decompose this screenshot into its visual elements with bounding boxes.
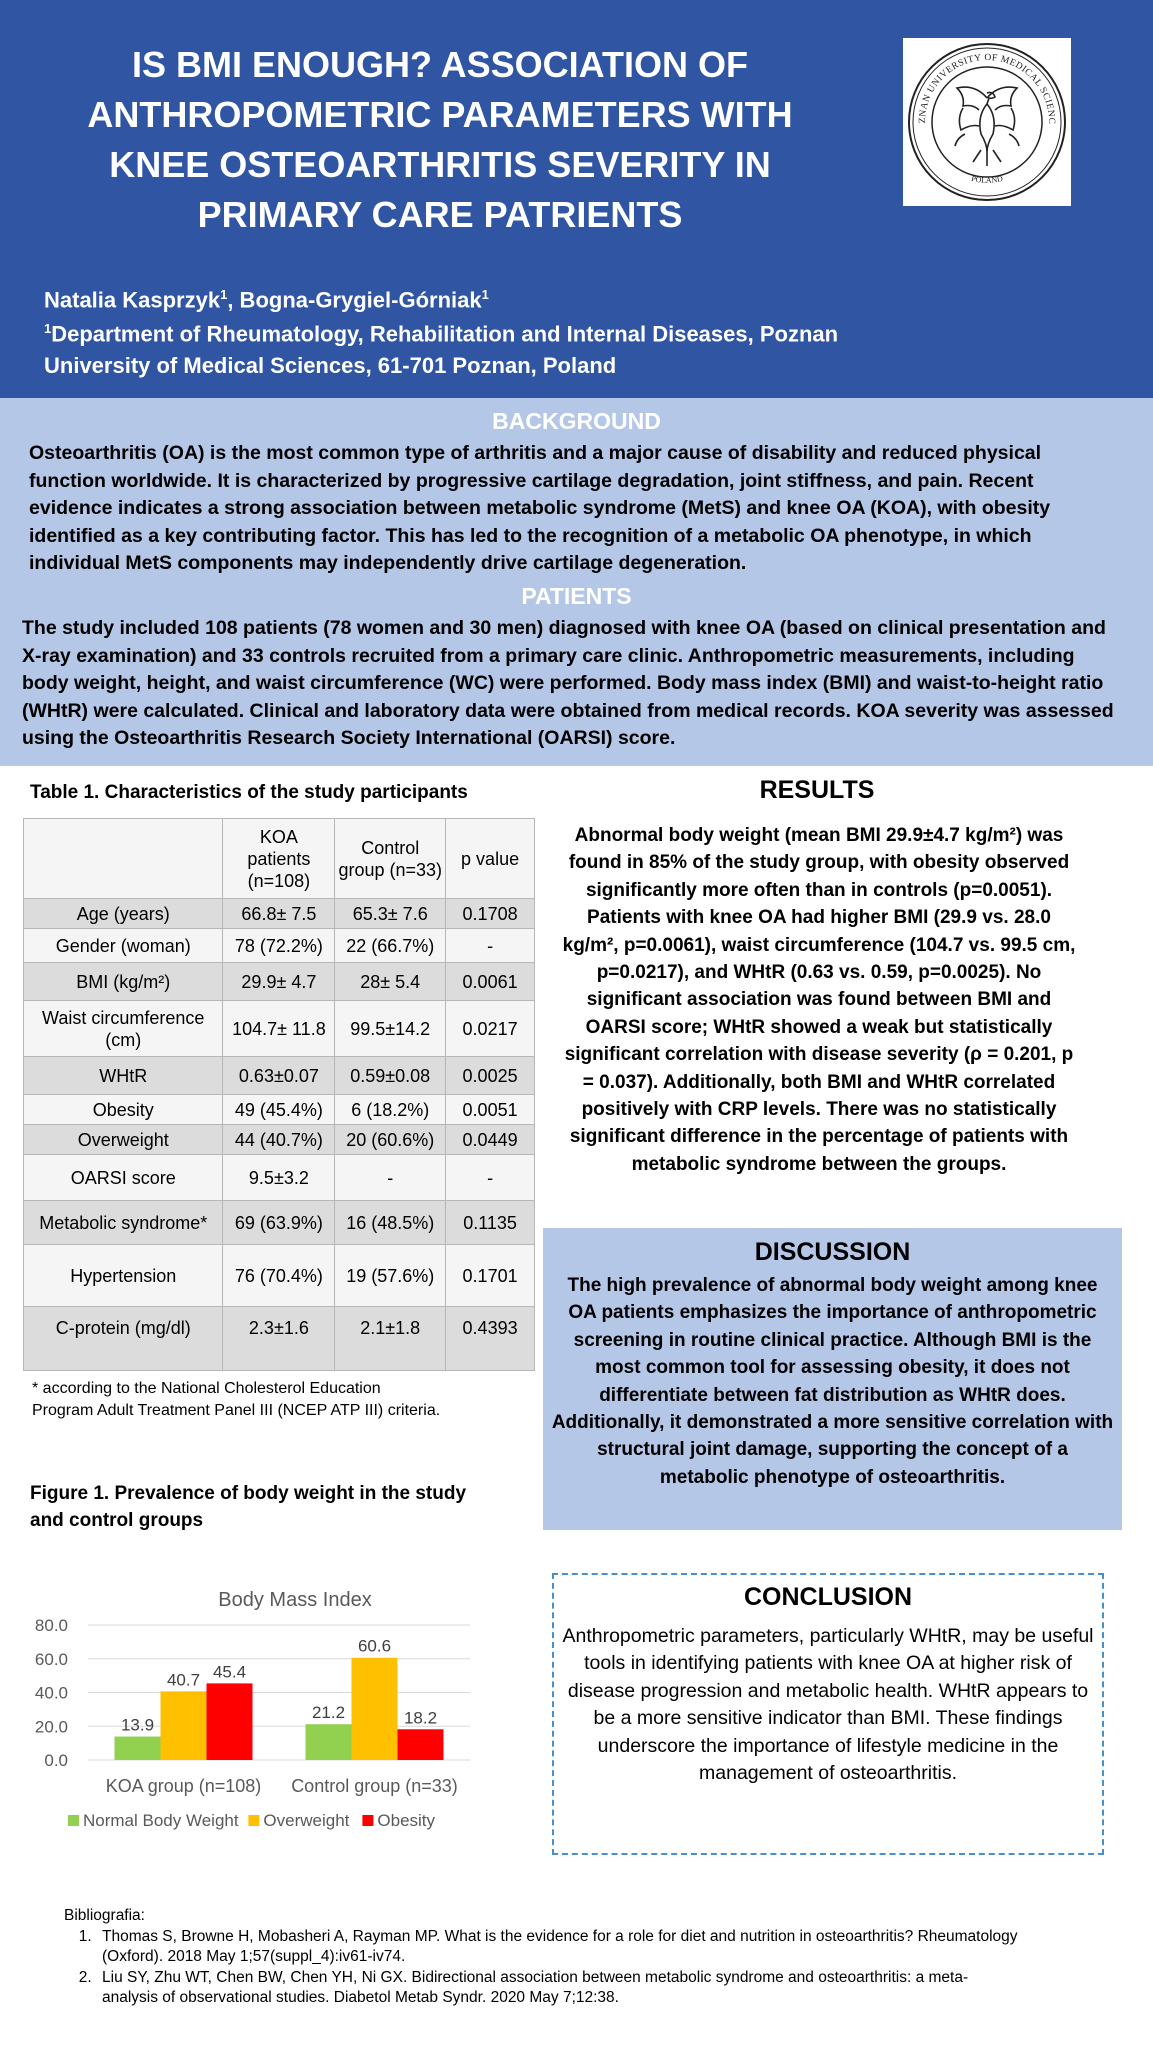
background-patients-band (0, 398, 1153, 766)
y-tick-label: 40.0 (34, 1683, 68, 1703)
chart-bar (398, 1729, 444, 1760)
chart-title: Body Mass Index (218, 1589, 372, 1611)
table-cell: 0.0025 (446, 1057, 535, 1095)
table-cell: 0.1135 (446, 1201, 535, 1245)
bibliography-heading: Bibliografia: (64, 1907, 145, 1924)
author-name: Natalia Kasprzyk (44, 287, 221, 313)
chart-data-label: 45.4 (212, 1662, 247, 1682)
table-cell: 20 (60.6%) (335, 1125, 446, 1155)
table-footnote (32, 1378, 440, 1422)
title-line: IS BMI ENOUGH? ASSOCIATION OF (131, 44, 748, 85)
table-cell: 0.0061 (446, 963, 535, 1001)
affiliation-marker: 1 (44, 321, 52, 336)
legend-swatch (248, 1815, 259, 1826)
legend-label: Normal Body Weight (83, 1811, 239, 1830)
discussion-heading: DISCUSSION (754, 1238, 911, 1266)
chart-data-label: 40.7 (166, 1670, 201, 1690)
background-heading: BACKGROUND (492, 408, 661, 434)
characteristics-table (23, 818, 535, 1371)
table-title: Table 1. Characteristics of the study participants (30, 782, 468, 803)
table-row (24, 963, 535, 1001)
table-cell: Waist circumference (cm) (24, 1001, 223, 1057)
table-cell: 2.3±1.6 (223, 1307, 335, 1371)
results-heading: RESULTS (759, 776, 875, 804)
table-row (24, 1095, 535, 1125)
legend-item (362, 1811, 435, 1830)
table-cell: - (446, 929, 535, 963)
bibliography-item: 1. Thomas S, Browne H, Mobasheri A, Rayman MP. What is the evidence for a role for diet and nutrition in osteoarthritis? Rheumatology (Oxford). 2018 May 1;57(suppl_4):iv61-iv74. (96, 1927, 1024, 1968)
table-cell: 28± 5.4 (335, 963, 446, 1001)
table-cell: Gender (woman) (24, 929, 223, 963)
y-tick-label: 20.0 (34, 1717, 68, 1737)
discussion-box (543, 1228, 1122, 1530)
table-cell: Overweight (24, 1125, 223, 1155)
table-header-cell: KOA patients (n=108) (223, 819, 335, 899)
table-cell: 9.5±3.2 (223, 1155, 335, 1201)
table-header-cell: p value (446, 819, 535, 899)
table-cell: Hypertension (24, 1245, 223, 1307)
table-cell: 99.5±14.2 (335, 1001, 446, 1057)
affiliation-line: Department of Rheumatology, Rehabilitation and Internal Diseases, Poznan (51, 321, 839, 347)
chart-data-label: 13.9 (120, 1715, 155, 1735)
footnote-line: * according to the National Cholesterol Education (32, 1380, 381, 1397)
table-row (24, 1155, 535, 1201)
chart-data-label: 21.2 (311, 1703, 346, 1723)
title-line: PRIMARY CARE PATRIENTS (197, 194, 683, 235)
chart-y-axis (35, 1616, 68, 1770)
table-cell: 0.0449 (446, 1125, 535, 1155)
table-cell: 0.63±0.07 (223, 1057, 335, 1095)
y-tick-label: 0.0 (44, 1751, 68, 1770)
table-cell: 6 (18.2%) (335, 1095, 446, 1125)
affiliation-marker: 1 (481, 287, 489, 302)
table-row (24, 899, 535, 929)
table-row (24, 1245, 535, 1307)
chart-bar (352, 1658, 398, 1760)
title-line: KNEE OSTEOARTHRITIS SEVERITY IN (109, 144, 771, 185)
legend-label: Overweight (263, 1811, 350, 1830)
svg-text:POLAND: POLAND (970, 173, 1004, 185)
author-name: , Bogna-Grygiel-Górniak (227, 287, 482, 313)
bmi-bar-chart (20, 1570, 500, 1840)
table-cell: Metabolic syndrome* (24, 1201, 223, 1245)
bibliography-list (96, 1927, 1024, 2009)
table-cell: C-protein (mg/dl) (24, 1307, 223, 1371)
chart-bar (115, 1737, 161, 1760)
table-cell: - (335, 1155, 446, 1201)
table-header-cell: Control group (n=33) (335, 819, 446, 899)
eagle-seal-icon (903, 38, 1071, 206)
table-cell: 69 (63.9%) (223, 1201, 335, 1245)
university-logo (903, 38, 1071, 206)
table-cell: Age (years) (24, 899, 223, 929)
footnote-line: Program Adult Treatment Panel III (NCEP ATP III) criteria. (32, 1402, 441, 1419)
table-cell: 29.9± 4.7 (223, 963, 335, 1001)
table-cell: 19 (57.6%) (335, 1245, 446, 1307)
table-cell: 2.1±1.8 (335, 1307, 446, 1371)
chart-data-label: 60.6 (357, 1636, 392, 1656)
table-cell: 22 (66.7%) (335, 929, 446, 963)
table-cell: 65.3± 7.6 (335, 899, 446, 929)
table-cell: BMI (kg/m²) (24, 963, 223, 1001)
x-category-label: KOA group (n=108) (105, 1776, 262, 1796)
y-tick-label: 80.0 (34, 1616, 68, 1635)
table-row (24, 929, 535, 963)
table-row (24, 1057, 535, 1095)
table-cell: 0.59±0.08 (335, 1057, 446, 1095)
chart-bars (115, 1658, 444, 1760)
table-header-row (24, 819, 535, 899)
chart-data-label: 18.2 (403, 1708, 438, 1728)
legend-swatch (362, 1815, 373, 1826)
legend-label: Obesity (377, 1811, 436, 1830)
table-cell: 0.0051 (446, 1095, 535, 1125)
chart-bar (306, 1724, 352, 1760)
table-cell: WHtR (24, 1057, 223, 1095)
svg-text:POZNAN UNIVERSITY OF MEDICAL S: ZNAN UNIVERSITY OF MEDICAL SCIENC (917, 52, 1057, 125)
table-cell: 0.1701 (446, 1245, 535, 1307)
table-cell: 0.0217 (446, 1001, 535, 1057)
bibliography (64, 1906, 1024, 2009)
conclusion-box (552, 1573, 1104, 1855)
table-row (24, 1201, 535, 1245)
table-cell: 16 (48.5%) (335, 1201, 446, 1245)
table-cell: 78 (72.2%) (223, 929, 335, 963)
x-category-label: Control group (n=33) (291, 1776, 458, 1796)
table-row (24, 1307, 535, 1371)
table-cell: 76 (70.4%) (223, 1245, 335, 1307)
conclusion-heading: CONCLUSION (743, 1583, 913, 1611)
patients-heading: PATIENTS (521, 583, 632, 609)
title-line: ANTHROPOMETRIC PARAMETERS WITH (87, 94, 793, 135)
chart-bar (207, 1683, 253, 1760)
legend-item (68, 1811, 239, 1830)
legend-swatch (68, 1815, 79, 1826)
chart-legend (68, 1811, 436, 1830)
table-cell: 0.1708 (446, 899, 535, 929)
figure-title: Figure 1. Prevalence of body weight in the study and control groups (30, 1483, 467, 1531)
table-cell: 104.7± 11.8 (223, 1001, 335, 1057)
affiliation (44, 313, 944, 382)
table-cell: Obesity (24, 1095, 223, 1125)
y-tick-label: 60.0 (34, 1649, 68, 1669)
table-cell: - (446, 1155, 535, 1201)
background-text: Osteoarthritis (OA) is the most common type of arthritis and a major cause of disability and reduced physical function worldwide. It is characterized by progressive cartilage degradation, joint stiffness, and pain. Recent evidence indicates a strong association between metabolic syndrome (MetS) and knee OA (KOA), with obesity identified as a key contributing factor. This has led to the recognition of a metabolic OA phenotype, in which individual MetS components may independently drive cartilage degeneration. (29, 442, 1051, 574)
table-cell: OARSI score (24, 1155, 223, 1201)
chart-bar (161, 1691, 207, 1760)
table-cell: 49 (45.4%) (223, 1095, 335, 1125)
poster-title (40, 40, 840, 240)
chart-x-axis (106, 1776, 458, 1796)
table-cell: 66.8± 7.5 (223, 899, 335, 929)
author-list (44, 280, 489, 315)
affiliation-line: University of Medical Sciences, 61-701 Poznan, Poland (44, 353, 617, 379)
table-cell: 0.4393 (446, 1307, 535, 1371)
discussion-text: The high prevalence of abnormal body weight among knee OA patients emphasizes the importance of anthropometric screening in routine clinical practice. Although BMI is the most common tool for assessing obesity, it does not differentiate between fat distribution as WHtR does. Additionally, it demonstrated a more sensitive correlation with structural joint damage, supporting the concept of a metabolic phenotype of osteoarthritis. (551, 1275, 1114, 1488)
legend-item (248, 1811, 349, 1830)
table-row (24, 1001, 535, 1057)
table-row (24, 1125, 535, 1155)
table-header-cell (24, 819, 223, 899)
patients-text: The study included 108 patients (78 women and 30 men) diagnosed with knee OA (based on clinical presentation and X-ray examination) and 33 controls recruited from a primary care clinic. Anthropometric measurements, including body weight, height, and waist circumference (WC) were performed. Body mass index (BMI) and waist-to-height ratio (WHtR) were calculated. Clinical and laboratory data were obtained from medical records. KOA severity was assessed using the Osteoarthritis Research Society International (OARSI) score. (22, 617, 1114, 749)
poster-header (0, 0, 1153, 398)
conclusion-text: Anthropometric parameters, particularly WHtR, may be useful tools in identifying patients with knee OA at higher risk of disease progression and metabolic health. WHtR appears to be a more sensitive indicator than BMI. These findings underscore the importance of lifestyle medicine in the management of osteoarthritis. (562, 1625, 1094, 1785)
results-text: Abnormal body weight (mean BMI 29.9±4.7 kg/m²) was found in 85% of the study group, with obesity observed significantly more often than in controls (p=0.0051). Patients with knee OA had higher BMI (29.9 vs. 28.0 kg/m², p=0.0061), waist circumference (104.7 vs. 99.5 cm, p=0.0217), and WHtR (0.63 vs. 0.59, p=0.0025). No significant association was found between BMI and OARSI score; WHtR showed a weak but statistically significant correlation with disease severity (ρ = 0.201, p = 0.037). Additionally, both BMI and WHtR correlated positively with CRP levels. There was no statistically significant difference in the percentage of patients with metabolic syndrome between the groups. (562, 825, 1076, 1175)
table-cell: 44 (40.7%) (223, 1125, 335, 1155)
affiliation-marker: 1 (220, 287, 228, 302)
bibliography-item: 2. Liu SY, Zhu WT, Chen BW, Chen YH, Ni GX. Bidirectional association between metabolic syndrome and osteoarthritis: a meta-analysis of observational studies. Diabetol Metab Syndr. 2020 May 7;12:38. (96, 1968, 1024, 2009)
